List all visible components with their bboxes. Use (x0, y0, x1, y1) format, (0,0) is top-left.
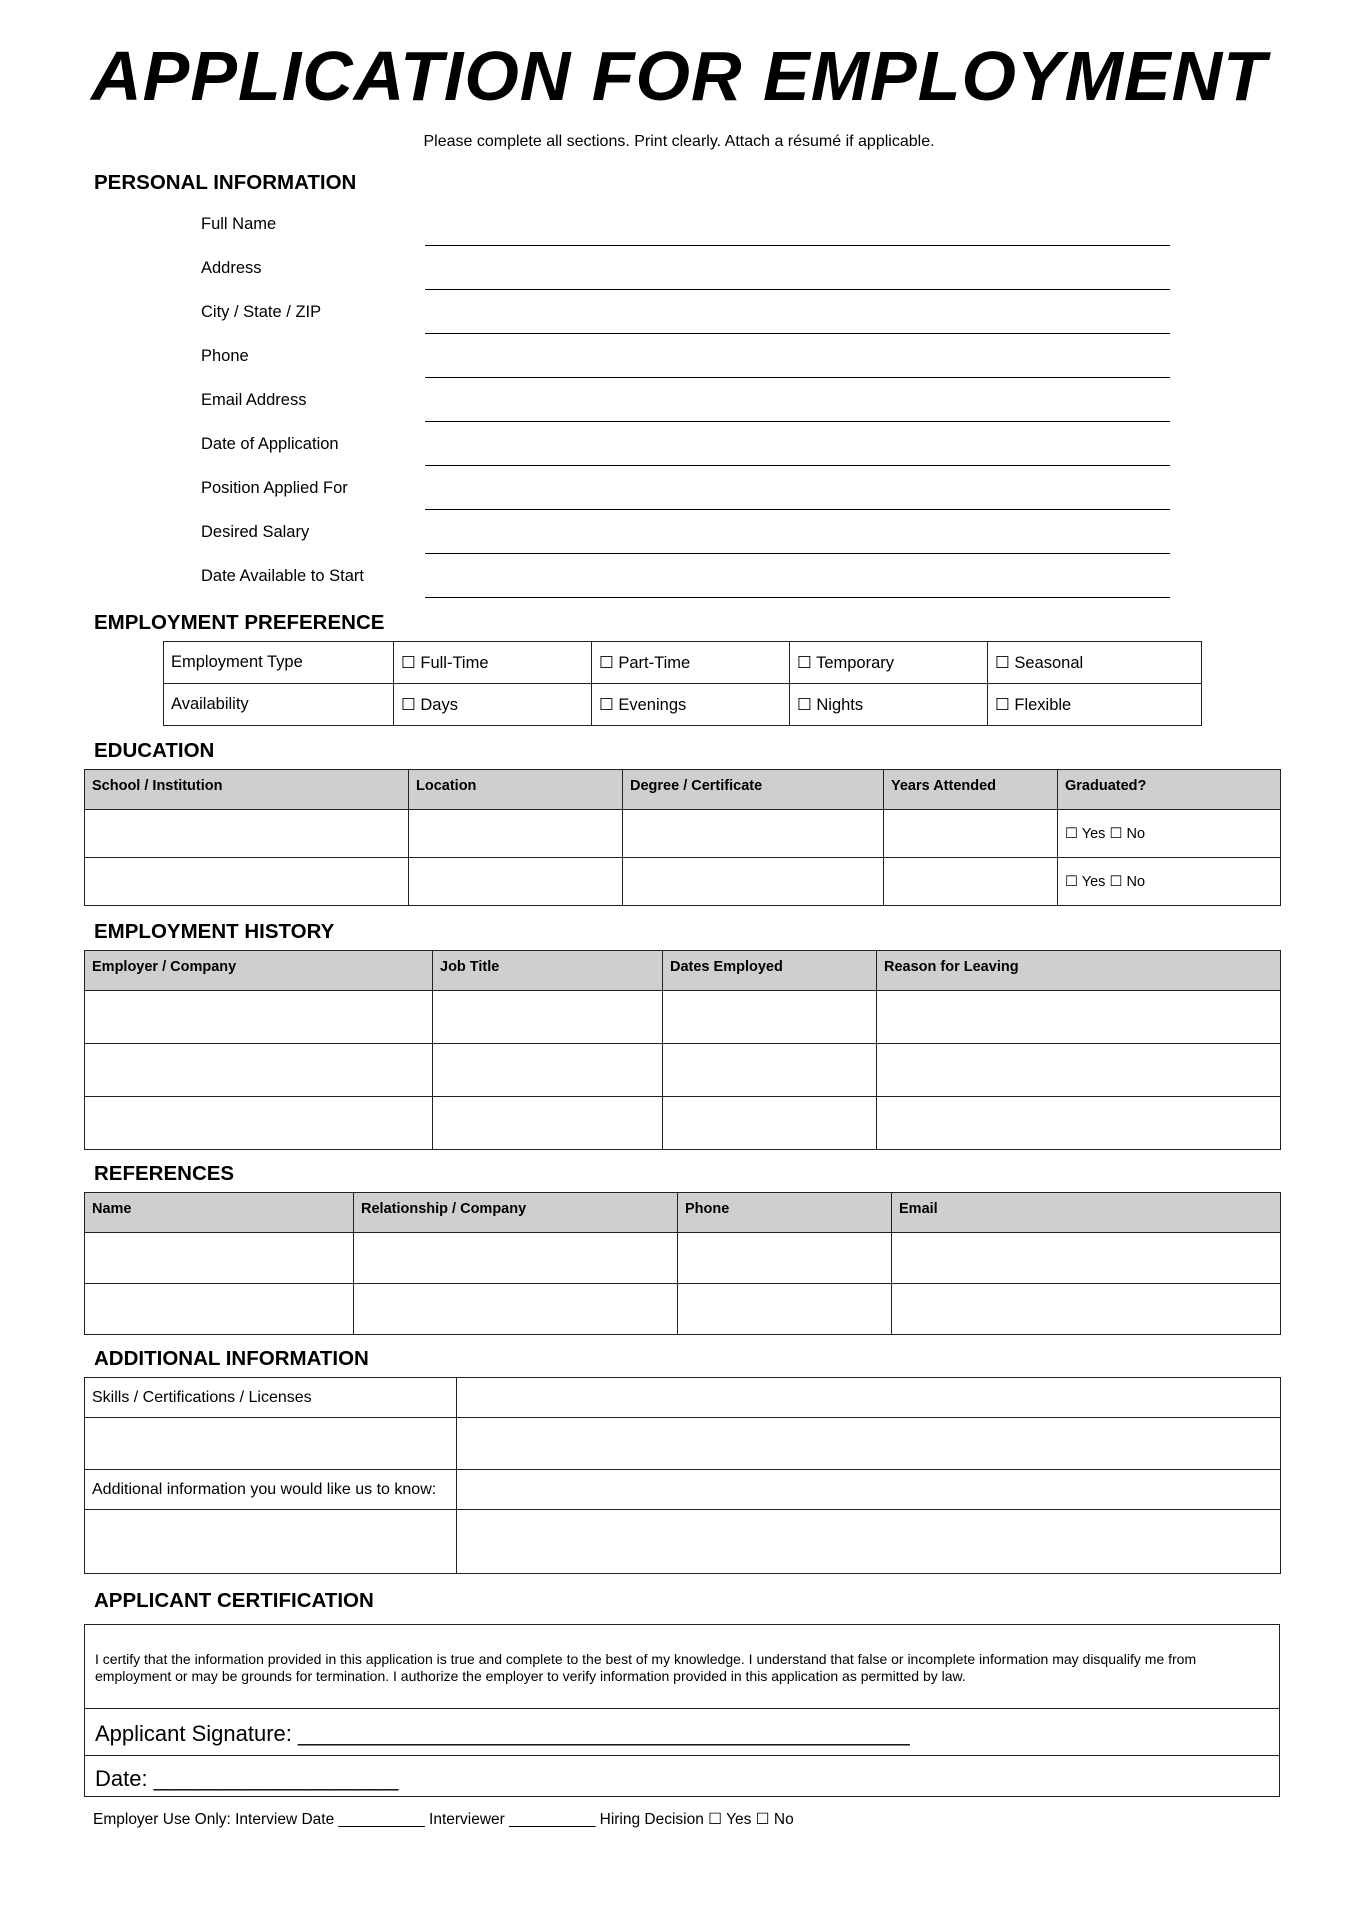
reason-for-leaving-cell[interactable] (877, 1044, 1281, 1097)
column-header: Graduated? (1058, 770, 1281, 810)
education-heading: EDUCATION (94, 739, 215, 762)
years-attended-cell[interactable] (884, 810, 1058, 858)
reference-email-cell[interactable] (892, 1233, 1281, 1284)
skills-field[interactable] (457, 1378, 1281, 1418)
additional-entry-row (85, 1510, 1281, 1574)
reference-email-cell[interactable] (892, 1284, 1281, 1335)
reason-for-leaving-cell[interactable] (877, 1097, 1281, 1150)
employer-cell[interactable] (85, 1044, 433, 1097)
full-time-checkbox[interactable]: ☐ Full-Time (394, 642, 592, 684)
reference-phone-cell[interactable] (678, 1284, 892, 1335)
relationship-cell[interactable] (354, 1233, 678, 1284)
school-cell[interactable] (85, 810, 409, 858)
certification-statement: I certify that the information provided in this application is true and complete to the best of my knowledge. I understand that false or incomplete information may disqualify me from employment or may be grounds for termination. I authorize the employer to verify information provided in this application as permitted by law. (95, 1651, 1197, 1684)
address-label: Address (201, 259, 262, 277)
column-header: Employer / Company (85, 951, 433, 991)
job-title-cell[interactable] (433, 1097, 663, 1150)
column-header: Job Title (433, 951, 663, 991)
column-header: Degree / Certificate (623, 770, 884, 810)
graduated-checkboxes[interactable]: ☐ Yes ☐ No (1058, 810, 1281, 858)
employment-type-label: Employment Type (164, 642, 394, 684)
additional-information-heading: ADDITIONAL INFORMATION (94, 1347, 369, 1370)
location-cell[interactable] (409, 858, 623, 906)
additional-information-table (84, 1377, 1281, 1574)
degree-cell[interactable] (623, 858, 884, 906)
employer-use-only-note: Employer Use Only: Interview Date __________ Interviewer __________ Hiring Decision ☐ Yes ☐ No (93, 1811, 794, 1828)
employment-history-table (84, 950, 1281, 1150)
column-header: Reason for Leaving (877, 951, 1281, 991)
desired-salary-label: Desired Salary (201, 523, 310, 541)
additional-info-label: Additional information you would like us to know: (85, 1470, 457, 1510)
full-name-field[interactable] (425, 245, 1170, 246)
employment-preference-heading: EMPLOYMENT PREFERENCE (94, 611, 385, 634)
column-header: Relationship / Company (354, 1193, 678, 1233)
availability-row (164, 684, 1202, 726)
employer-cell[interactable] (85, 991, 433, 1044)
position-applied-for-field[interactable] (425, 509, 1170, 510)
personal-information-heading: PERSONAL INFORMATION (94, 171, 357, 194)
job-title-cell[interactable] (433, 1044, 663, 1097)
additional-label-row (85, 1470, 1281, 1510)
date-of-application-label: Date of Application (201, 435, 339, 453)
employment-history-header-row (85, 951, 1281, 991)
email-address-field[interactable] (425, 421, 1170, 422)
date-available-field[interactable] (425, 597, 1170, 598)
location-cell[interactable] (409, 810, 623, 858)
table-row (85, 1044, 1281, 1097)
reference-name-cell[interactable] (85, 1233, 354, 1284)
education-header-row (85, 770, 1281, 810)
address-field[interactable] (425, 289, 1170, 290)
flexible-checkbox[interactable]: ☐ Flexible (988, 684, 1202, 726)
dates-employed-cell[interactable] (663, 1044, 877, 1097)
date-row[interactable] (85, 1755, 1279, 1798)
evenings-checkbox[interactable]: ☐ Evenings (592, 684, 790, 726)
job-title-cell[interactable] (433, 991, 663, 1044)
employer-cell[interactable] (85, 1097, 433, 1150)
date-of-application-field[interactable] (425, 465, 1170, 466)
employment-type-row (164, 642, 1202, 684)
city-state-zip-label: City / State / ZIP (201, 303, 322, 321)
additional-info-field[interactable] (457, 1470, 1281, 1510)
skills-label: Skills / Certifications / Licenses (85, 1378, 457, 1418)
degree-cell[interactable] (623, 810, 884, 858)
graduated-checkboxes[interactable]: ☐ Yes ☐ No (1058, 858, 1281, 906)
additional-entry-cell[interactable] (85, 1510, 457, 1574)
skills-entry-field[interactable] (457, 1418, 1281, 1470)
relationship-cell[interactable] (354, 1284, 678, 1335)
desired-salary-field[interactable] (425, 553, 1170, 554)
temporary-checkbox[interactable]: ☐ Temporary (790, 642, 988, 684)
column-header: Years Attended (884, 770, 1058, 810)
applicant-signature-label: Applicant Signature: __________________________________________________ (95, 1721, 910, 1746)
column-header: Name (85, 1193, 354, 1233)
references-heading: REFERENCES (94, 1162, 235, 1185)
availability-label: Availability (164, 684, 394, 726)
column-header: Email (892, 1193, 1281, 1233)
days-checkbox[interactable]: ☐ Days (394, 684, 592, 726)
skills-entry-cell[interactable] (85, 1418, 457, 1470)
references-header-row (85, 1193, 1281, 1233)
date-available-label: Date Available to Start (201, 567, 364, 585)
email-address-label: Email Address (201, 391, 307, 409)
signature-row[interactable] (85, 1708, 1279, 1756)
employment-history-heading: EMPLOYMENT HISTORY (94, 920, 335, 943)
certification-date-label: Date: ____________________ (95, 1766, 399, 1791)
education-table (84, 769, 1281, 906)
position-applied-for-label: Position Applied For (201, 479, 348, 497)
employment-preference-table (163, 641, 1202, 726)
reference-phone-cell[interactable] (678, 1233, 892, 1284)
instructions: Please complete all sections. Print clearly. Attach a résumé if applicable. (423, 133, 935, 150)
applicant-certification-heading: APPLICANT CERTIFICATION (94, 1589, 374, 1612)
seasonal-checkbox[interactable]: ☐ Seasonal (988, 642, 1202, 684)
school-cell[interactable] (85, 858, 409, 906)
years-attended-cell[interactable] (884, 858, 1058, 906)
certification-box (84, 1624, 1280, 1797)
table-row (85, 810, 1281, 858)
skills-entry-row (85, 1418, 1281, 1470)
column-header: Location (409, 770, 623, 810)
references-table (84, 1192, 1281, 1335)
table-row (85, 1284, 1281, 1335)
table-row (85, 1233, 1281, 1284)
column-header: School / Institution (85, 770, 409, 810)
city-state-zip-field[interactable] (425, 333, 1170, 334)
dates-employed-cell[interactable] (663, 991, 877, 1044)
reason-for-leaving-cell[interactable] (877, 991, 1281, 1044)
full-name-label: Full Name (201, 215, 277, 233)
page-title: APPLICATION FOR EMPLOYMENT (91, 37, 1267, 115)
skills-label-row (85, 1378, 1281, 1418)
phone-field[interactable] (425, 377, 1170, 378)
part-time-checkbox[interactable]: ☐ Part-Time (592, 642, 790, 684)
phone-label: Phone (201, 347, 249, 365)
column-header: Phone (678, 1193, 892, 1233)
additional-entry-field[interactable] (457, 1510, 1281, 1574)
table-row (85, 1097, 1281, 1150)
table-row (85, 858, 1281, 906)
dates-employed-cell[interactable] (663, 1097, 877, 1150)
column-header: Dates Employed (663, 951, 877, 991)
nights-checkbox[interactable]: ☐ Nights (790, 684, 988, 726)
reference-name-cell[interactable] (85, 1284, 354, 1335)
table-row (85, 991, 1281, 1044)
